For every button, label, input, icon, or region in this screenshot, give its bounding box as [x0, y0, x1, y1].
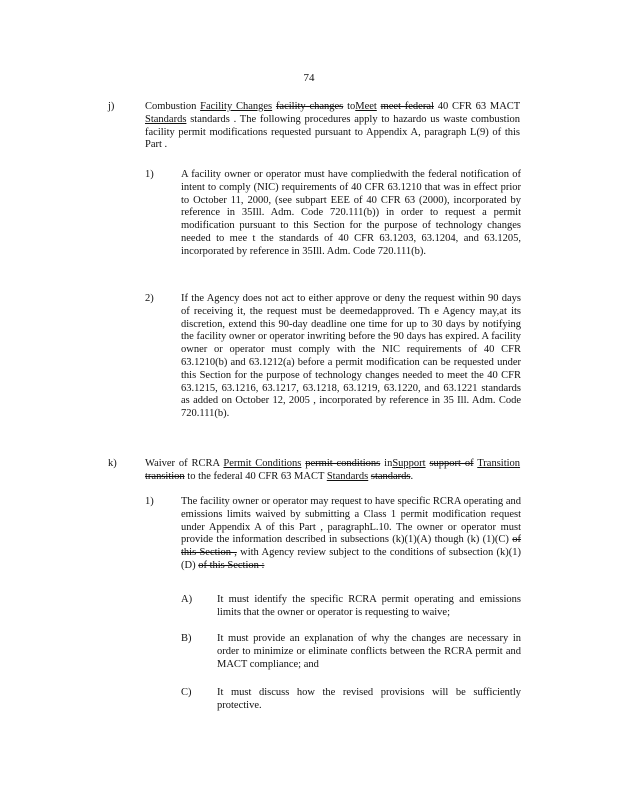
inserted-text: Permit Conditions — [223, 458, 302, 469]
section-j-text — [145, 101, 520, 152]
item-j1-label: 1) — [145, 169, 154, 180]
subitem-c-text: It must discuss how the revised provisions will be sufficiently protective. — [217, 687, 521, 711]
item-k1-text — [181, 496, 521, 573]
item-j1-text: A facility owner or operator must have compliedwith the federal notification of intent to comply (NIC) requirements of 40 CFR 63.1210 that was in effect prior to October 11, 2000, (see subpart EEE of 40 CFR 63 (2000), incorporated by reference in 35Ill. Adm. Code 720.111(b)) in order to request a permit modification pursuant to this Section for the purpose of technology changes needed to mee t the standards of 40 CFR 63.1203, 63.1204, and 63.1205, incorporated by reference in 35Ill. Adm. Code 720.111(b). — [181, 169, 521, 257]
inserted-text: Meet — [355, 101, 377, 112]
inserted-text: Facility Changes — [200, 101, 273, 112]
deleted-text: standards — [370, 470, 411, 482]
section-j-text-part: 40 CFR 63 MACT — [437, 101, 521, 112]
inserted-text: Standards — [326, 470, 369, 482]
section-k-label: k) — [108, 458, 117, 469]
section-k-text — [145, 458, 520, 484]
section-k-text-part: in — [384, 458, 393, 469]
item-j2-label: 2) — [145, 293, 154, 304]
subitem-b-text: It must provide an explanation of why the changes are necessary in order to minimize or eliminate conflicts between the RCRA permit and MACT compliance; and — [217, 633, 521, 670]
item-k1-text-part: with Agency review subject to the conditions of subsection (k)(1)(D) — [181, 547, 522, 571]
subitem-b-label: B) — [181, 633, 192, 644]
deleted-text: support of — [429, 458, 474, 469]
inserted-text: Support — [392, 458, 426, 469]
page-number: 74 — [303, 72, 315, 84]
subitem-c-label: C) — [181, 687, 192, 698]
section-k-text-part: Waiver of RCRA — [145, 458, 220, 469]
section-k-text-part: . — [410, 470, 414, 482]
section-j-text-part: to — [347, 101, 356, 112]
deleted-text: facility changes — [275, 101, 344, 112]
inserted-text: Transition — [477, 458, 521, 469]
item-j2-text: If the Agency does not act to either approve or deny the request within 90 days of receiving it, the request must be deemedapproved. Th e Agency may,at its discretion, extend this 90-day deadline one time for up to 30 days by notifying the facility owner or operator inwriting before the 90 days has expired. A facility owner or operator must comply with the NIC requirements of 40 CFR 63.1210(b) and 63.1212(a) before a permit modification can be requested under this Section for the purpose of technology changes needed to meet the 40 CFR 63.1215, 63.1216, 63.1217, 63.1218, 63.1219, 63.1220, and 63.1221 standards as added on October 12, 2005 , incorporated by reference in 35 Ill. Adm. Code 720.111(b). — [181, 293, 521, 420]
deleted-text: permit conditions — [305, 458, 381, 469]
section-j-text-part: Combustion — [145, 101, 197, 112]
section-j-label: j) — [108, 101, 115, 112]
section-k-text-part: to the federal 40 CFR 63 MACT — [187, 470, 325, 482]
deleted-text: meet federal — [380, 101, 434, 112]
item-k1-label: 1) — [145, 496, 154, 507]
deleted-text: transition — [145, 470, 185, 482]
deleted-text: of this Section , — [181, 534, 522, 559]
section-j-text-part: standards . The following procedures apply to hazardo us waste combustion facility permit modifications requested pursuant to Appendix A, paragraph L(9) of this Part . — [145, 113, 521, 151]
item-k1-text-part: The facility owner or operator may request to have specific RCRA operating and emissions limits waived by submitting a Class 1 permit modification request under Appendix A of this Part , paragraphL.10. The owner or operator must provide the information described in subsections (k)(1)(A) though (k) (1)(C) — [181, 496, 521, 546]
inserted-text: Standards — [145, 113, 187, 125]
subitem-a-text: It must identify the specific RCRA permit operating and emissions limits that the owner or operator is requesting to waive; — [217, 594, 521, 618]
subitem-a-label: A) — [181, 594, 193, 605]
deleted-text: of this Section : — [198, 559, 265, 571]
